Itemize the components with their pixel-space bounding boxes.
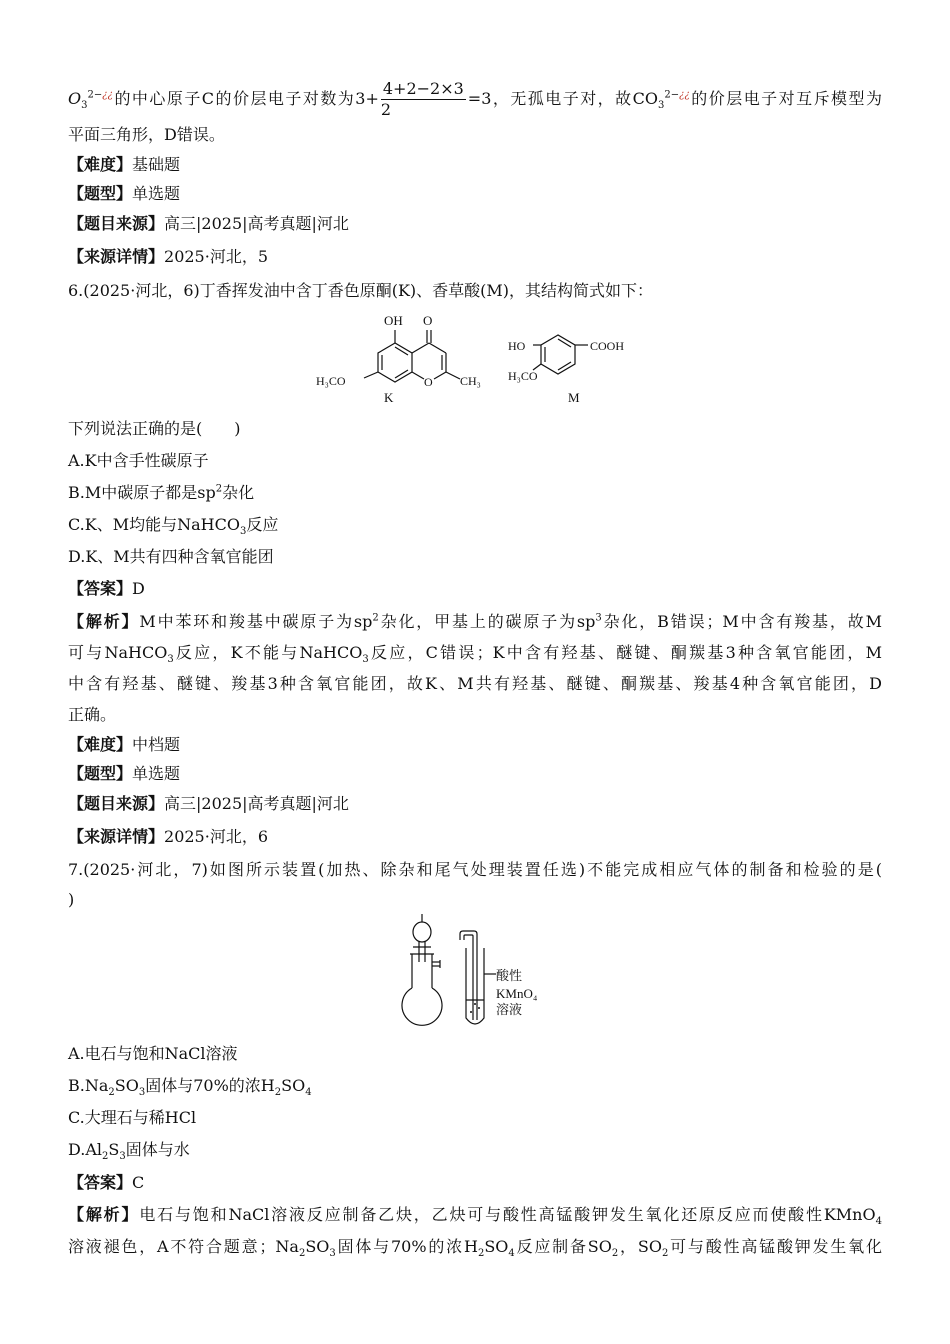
compound-K-bonds (364, 330, 460, 382)
q5-difficulty: 【难度】基础题 (68, 155, 181, 174)
q7-stem-line-1: 7.(2025·河北，7)如图所示装置(加热、除杂和尾气处理装置任选)不能完成相应气体的制备和检验的是( (68, 860, 882, 879)
garbled-glyph: ¿¿ (679, 89, 690, 101)
apparatus-svg (398, 912, 558, 1034)
K-label: K (384, 390, 394, 405)
q6-analysis-line-2: 可与NaHCO$_3$反应，K不能与NaHCO$_3$反应，C错误；K中含有羟基、醚键、酮羰基3种含氧官能团，M (68, 643, 883, 666)
q6-option-c: C.K、M均能与NaHCO$_3$反应 (68, 515, 279, 538)
q6-prompt: 下列说法正确的是( ) (68, 419, 241, 438)
q5-source: 【题目来源】高三|2025|高考真题|河北 (68, 214, 349, 233)
q6-difficulty: 【难度】中档题 (68, 735, 181, 754)
reagent-label-1: 酸性 (496, 969, 523, 984)
q6-option-b: B.M中碳原子都是$sp^2$杂化 (68, 483, 255, 502)
M-cooh-label: COOH (590, 339, 625, 353)
bubbles (470, 1003, 480, 1013)
reagent-label-3: 溶液 (496, 1003, 523, 1018)
q6-stem: 6.(2025·河北，6)丁香挥发油中含丁香色原酮(K)、香草酸(M)，其结构简式如下： (68, 281, 654, 300)
M-h3co-label: H₃CO (508, 369, 538, 383)
M-ho-label: HO (508, 339, 526, 353)
q5-type: 【题型】单选题 (68, 184, 181, 203)
q6-option-d: D.K、M共有四种含氧官能团 (68, 547, 274, 566)
M-label: M (568, 390, 580, 405)
q6-option-a: A.K中含手性碳原子 (68, 451, 209, 470)
K-ch3-label: CH₃ (460, 374, 481, 388)
compound-M-bonds (533, 335, 588, 374)
q6-analysis-line-1: 【解析】M中苯环和羧基中碳原子为$sp^2$杂化，甲基上的碳原子为$sp^3$杂化，B错误；M中含有羧基，故M (68, 612, 882, 631)
K-ring-o-label: O (424, 375, 433, 389)
q6-source: 【题目来源】高三|2025|高考真题|河北 (68, 794, 349, 813)
structure-svg (300, 308, 650, 412)
q5-analysis-line-2: 平面三角形，D错误。 (68, 125, 225, 144)
q5-analysis-line-1: $O_3^{2-¿¿}$的中心原子C的价层电子对数为3+ $\frac{4+2-2\times 3}{2}$ =3，无孤电子对，故$CO_3^{2-¿¿}$的价层电子对互斥模型为 (68, 79, 882, 119)
q7-option-b: $B.Na_2SO_3$固体与70%的浓$H_2SO_4$ (68, 1076, 312, 1099)
K-oh-label: OH (384, 313, 403, 328)
q7-answer: 【答案】C (68, 1173, 145, 1192)
q6-analysis-line-3: 中含有羟基、醚键、羧基3种含氧官能团，故K、M共有羟基、醚键、酮羰基、羧基4种含氧官能团，D (68, 674, 882, 693)
q5-source-detail: 【来源详情】2025·河北，5 (68, 247, 269, 266)
q7-option-d: $D.Al_2S_3$固体与水 (68, 1140, 190, 1163)
fraction: $\frac{4+2-2\times 3}{2}$ (380, 79, 464, 119)
q6-answer: 【答案】D (68, 579, 145, 598)
garbled-glyph: ¿¿ (102, 89, 113, 101)
q7-option-c: C.大理石与稀HCl (68, 1108, 197, 1127)
q6-analysis-line-4: 正确。 (68, 705, 117, 724)
K-carbonyl-o-label: O (423, 313, 433, 328)
reagent-label-2: KMnO₄ (496, 986, 538, 1001)
q7-apparatus-figure (398, 912, 558, 1034)
q7-stem-line-2: ) (68, 890, 75, 909)
q7-analysis-line-1: 【解析】电石与饱和NaCl溶液反应制备乙炔，乙炔可与酸性高锰酸钾发生氧化还原反应而使酸性KMnO$_4$ (68, 1205, 882, 1228)
q6-type: 【题型】单选题 (68, 764, 181, 783)
test-tube (460, 931, 496, 1024)
q7-option-a: A.电石与饱和NaCl溶液 (68, 1044, 238, 1063)
flask-and-funnel (402, 914, 442, 1025)
formula-o3: O (68, 89, 82, 108)
q6-structure-figure (300, 308, 650, 412)
q6-source-detail: 【来源详情】2025·河北，6 (68, 827, 269, 846)
q7-analysis-line-2: 溶液褪色，A不符合题意；$Na_2SO_3$固体与70%的浓$H_2SO_4$反应制备$SO_2$，$SO_2$可与酸性高锰酸钾发生氧化 (68, 1237, 882, 1260)
K-h3co-label: H₃CO (316, 374, 346, 388)
